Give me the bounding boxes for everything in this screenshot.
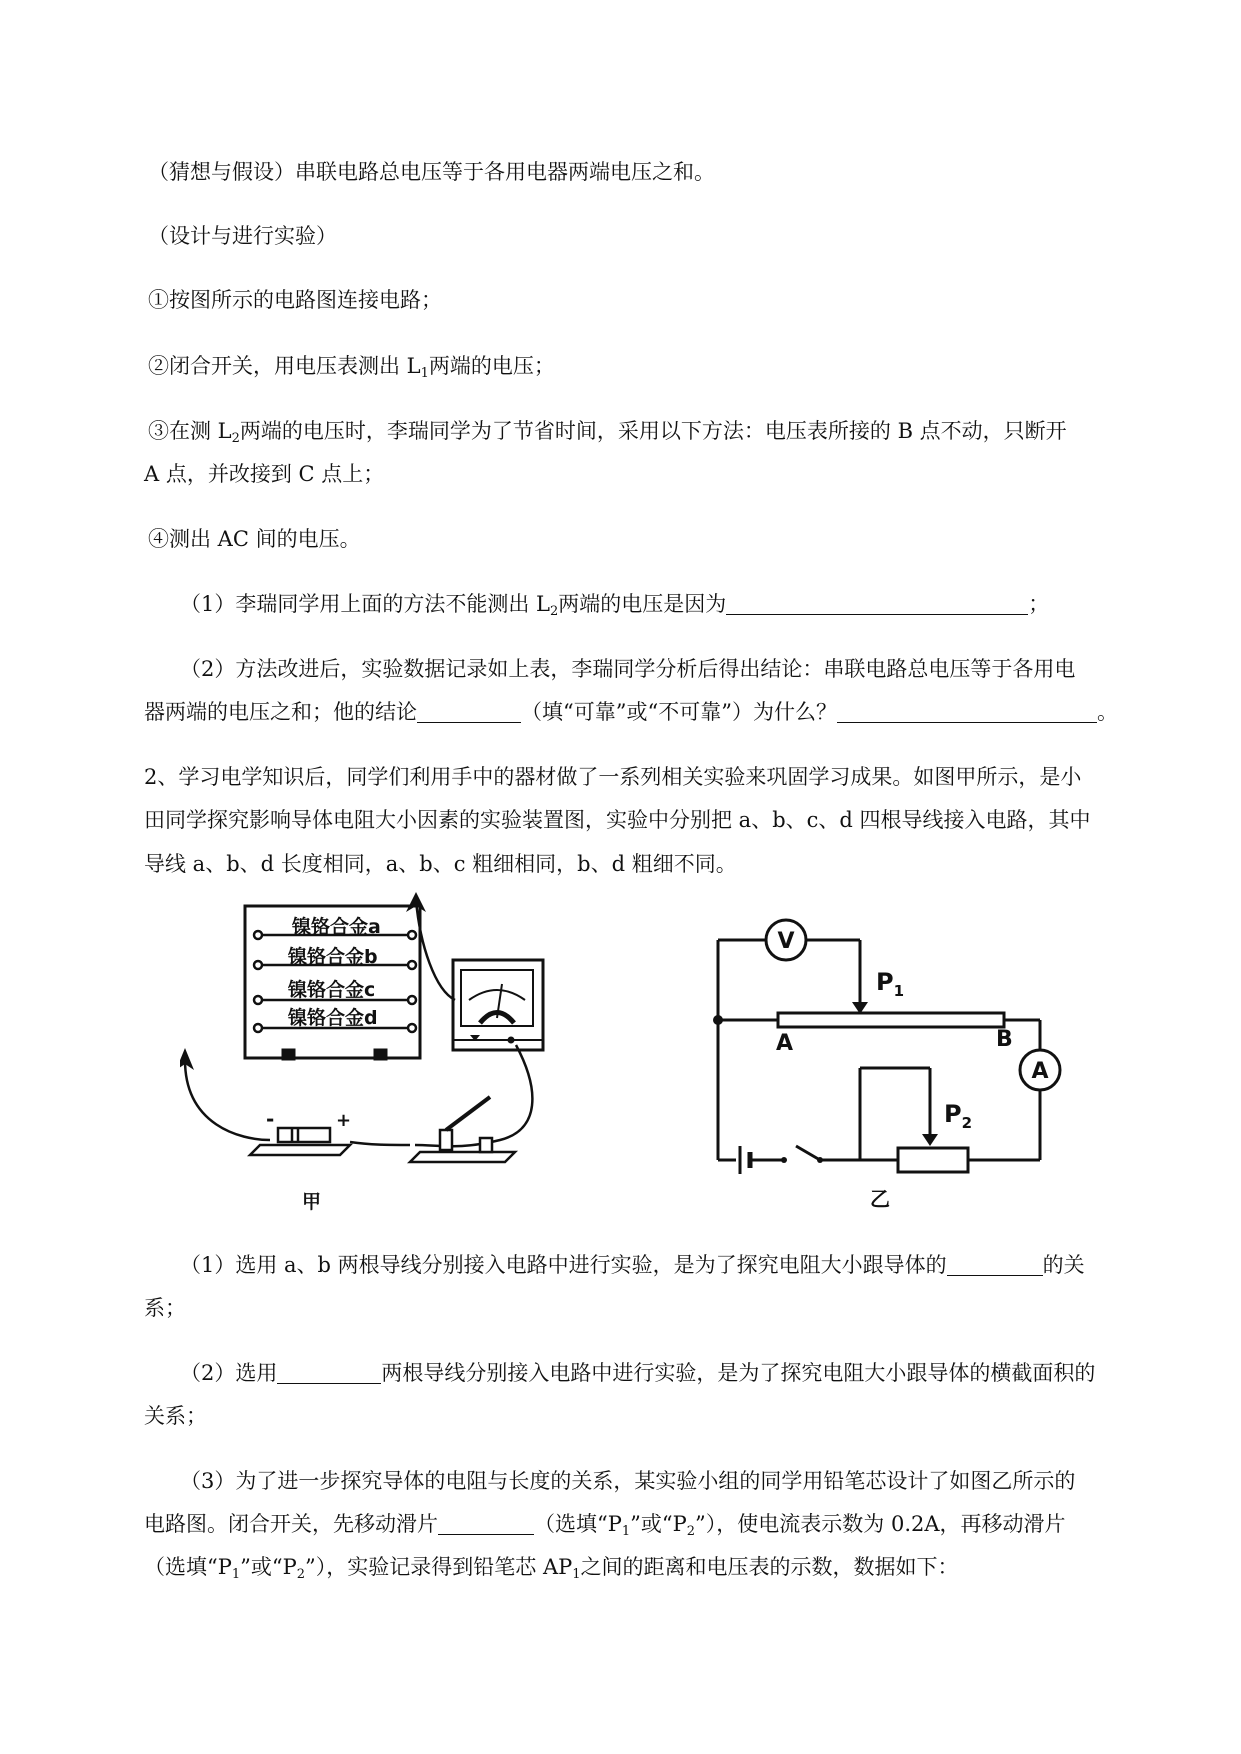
voltmeter-label: V	[777, 929, 795, 954]
wire-label-d: 镍铬合金d	[288, 1007, 378, 1029]
step-2: ②闭合开关，用电压表测出 $L_1$两端的电压；	[148, 354, 555, 381]
step-1: ①按图所示的电路图连接电路；	[148, 288, 442, 312]
figure-caption-jia: 甲	[302, 1191, 322, 1213]
question-2-line2: 田同学探究影响导体电阻大小因素的实验装置图，实验中分别把 a、b、c、d 四根导线接入电路，其中	[144, 808, 1091, 832]
sub-question-3-line1: （3）为了进一步探究导体的电阻与长度的关系，某实验小组的同学用铅笔芯设计了如图乙所示的	[180, 1469, 1076, 1493]
question-1-2-line1: （2）方法改进后，实验数据记录如上表，李瑞同学分析后得出结论：串联电路总电压等于各用电	[180, 657, 1076, 681]
question-1-1: （1）李瑞同学用上面的方法不能测出 $L_2$两端的电压是因为 ；	[180, 592, 1050, 619]
answer-blank	[438, 1512, 534, 1535]
paragraph-guess: （猜想与假设）串联电路总电压等于各用电器两端电压之和。	[148, 160, 715, 184]
answer-blank	[726, 592, 1028, 615]
answer-blank	[417, 700, 521, 723]
pencil-lead	[778, 1013, 1004, 1027]
battery-plus: +	[336, 1110, 352, 1131]
sub-question-3-line2: 电路图。闭合开关，先移动滑片 （选填“$P_1$”或“$P_2$”），使电流表示数为 0.2A，再移动滑片	[144, 1512, 1066, 1539]
figure-apparatus	[180, 890, 620, 1220]
question-2-line3: 导线 a、b、d 长度相同，a、b、c 粗细相同，b、d 粗细不同。	[144, 852, 737, 876]
wire-label-b: 镍铬合金b	[288, 946, 378, 968]
wire-label-a: 镍铬合金a	[292, 916, 381, 938]
question-1-2-line2: 器两端的电压之和；他的结论 （填“可靠”或“不可靠”）为什么？ 。	[144, 700, 1118, 724]
step-3-line2: A 点，并改接到 C 点上；	[144, 462, 385, 486]
knife-switch	[410, 1152, 515, 1162]
sub-question-1: （1）选用 a、b 两根导线分别接入电路中进行实验，是为了探究电阻大小跟导体的 的关	[180, 1253, 1085, 1277]
ammeter-label: A	[1031, 1059, 1049, 1084]
question-2-line1: 2、学习电学知识后，同学们利用手中的器材做了一系列相关实验来巩固学习成果。如图甲所示，是小	[144, 765, 1082, 789]
slider-p1-label: $P_1$	[876, 968, 905, 1000]
sub-question-3-line3: （选填“$P_1$”或“$P_2$”），实验记录得到铅笔芯 $AP_1$之间的距离和电压表的示数，数据如下：	[144, 1555, 959, 1582]
paragraph-design: （设计与进行实验）	[148, 224, 337, 248]
answer-blank	[947, 1253, 1043, 1276]
sub-question-2-line2: 关系；	[144, 1404, 207, 1428]
step-4: ④测出 AC 间的电压。	[148, 527, 361, 551]
point-b-label: B	[996, 1027, 1013, 1052]
figure-circuit	[700, 910, 1120, 1220]
answer-blank	[277, 1361, 381, 1384]
battery-minus: -	[266, 1107, 275, 1131]
step-3: ③在测 $L_2$两端的电压时，李瑞同学为了节省时间，采用以下方法：电压表所接的 B 点不动，只断开	[148, 419, 1067, 446]
rheostat	[898, 1148, 968, 1172]
figure-caption-yi: 乙	[870, 1187, 890, 1211]
point-a-label: A	[776, 1031, 794, 1056]
sub-question-1-line2: 系；	[144, 1296, 186, 1320]
answer-blank	[837, 700, 1097, 723]
sub-question-2: （2）选用 两根导线分别接入电路中进行实验，是为了探究电阻大小跟导体的横截面积的	[180, 1361, 1096, 1385]
wire-label-c: 镍铬合金c	[288, 979, 376, 1001]
slider-p2-label: $P_2$	[944, 1100, 973, 1132]
